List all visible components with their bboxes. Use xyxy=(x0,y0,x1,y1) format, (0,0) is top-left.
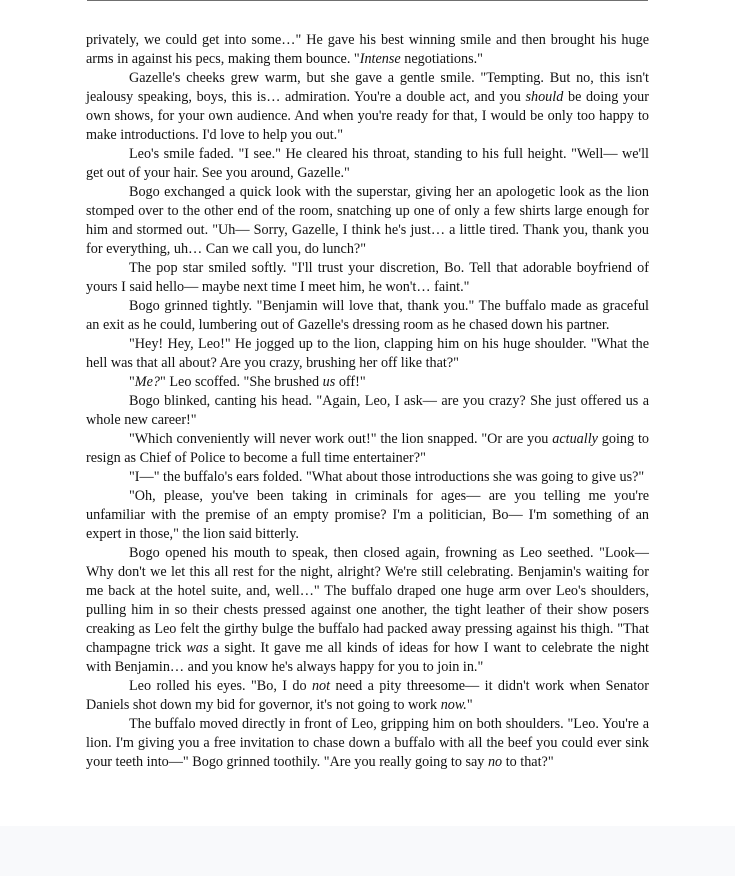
italic-text: actually xyxy=(552,431,598,447)
paragraph xyxy=(86,259,649,297)
paragraph xyxy=(86,392,649,430)
text-run: Bogo blinked, canting his head. "Again, Leo, I ask— are you crazy? She just offered us a whole new career!" xyxy=(86,393,649,428)
text-run: "Oh, please, you've been taking in criminals for ages— are you telling me you're unfamiliar with the premise of an empty promise? I'm a politician, Bo— I'm something of an expert in those," the lion said bitterly. xyxy=(86,488,649,542)
text-run: " xyxy=(129,374,135,390)
italic-text: now. xyxy=(440,697,467,713)
paragraph xyxy=(86,715,649,772)
paragraph xyxy=(86,335,649,373)
italic-text: should xyxy=(525,89,564,105)
text-run: Leo's smile faded. "I see." He cleared his throat, standing to his full height. "Well— we'll get out of your hair. See you around, Gazelle." xyxy=(86,146,649,181)
text-run: negotiations." xyxy=(400,51,483,67)
text-run: need a pity threesome— it didn't work when Senator Daniels shot down my bid for governor, it's not going to work xyxy=(86,678,649,713)
text-run: "Which conveniently will never work out!" the lion snapped. "Or are you xyxy=(129,431,553,447)
text-run: Bogo opened his mouth to speak, then closed again, frowning as Leo seethed. "Look— Why don't we let this all rest for the night, alright? We're still celebrating. Benjamin's waiting for me back at the hotel suite, and, well…" The buffalo draped one huge arm over Leo's shoulders, pulling him in so their chests pressed against one another, the tight leather of their show posers creaking as Leo felt the girthy bulge the buffalo had packed away pressing against his thigh. "That champagne trick xyxy=(86,545,649,656)
text-run: "Hey! Hey, Leo!" He jogged up to the lion, clapping him on his huge shoulder. "What the hell was that all about? Are you crazy, brushing her off like that?" xyxy=(86,336,649,371)
text-run: "I—" the buffalo's ears folded. "What about those introductions she was going to give us?" xyxy=(129,469,645,485)
text-run: to that?" xyxy=(502,754,554,770)
text-run: " xyxy=(466,697,473,713)
paragraph xyxy=(86,487,649,544)
italic-text: not xyxy=(311,678,331,694)
paragraph xyxy=(86,373,649,392)
text-run: Bogo grinned tightly. "Benjamin will love that, thank you." The buffalo made as graceful an exit as he could, lumbering out of Gazelle's dressing room as he chased down his partner. xyxy=(86,298,649,333)
italic-text: no xyxy=(487,754,503,770)
paragraph xyxy=(86,677,649,715)
text-run: be doing your own shows, for your own audience. And when you're ready for that, I would be only too happy to make introductions. I'd love to help you out." xyxy=(86,89,649,143)
text-run: Bogo exchanged a quick look with the superstar, giving her an apologetic look as the lion stomped over to the other end of the room, snatching up one of only a few shirts large enough for him and stormed out. "Uh— Sorry, Gazelle, I think he's just… a little tired. Thank you, thank you for everything, uh… Can we call you, do lunch?" xyxy=(86,184,649,257)
text-run: The buffalo moved directly in front of Leo, gripping him on both shoulders. "Leo. You're a lion. I'm giving you a free invitation to chase down a buffalo with all the beef you could ever sink your teeth into—" Bogo grinned toothily. "Are you really going to say xyxy=(86,716,649,770)
italic-text: Me? xyxy=(134,374,161,390)
text-run: The pop star smiled softly. "I'll trust your discretion, Bo. Tell that adorable boyfriend of yours I said hello— maybe next time I meet him, he won't… faint." xyxy=(86,260,649,295)
text-run: going to resign as Chief of Police to become a full time entertainer?" xyxy=(86,431,649,466)
paragraph xyxy=(86,69,649,145)
text-run: off!" xyxy=(335,374,366,390)
paragraph xyxy=(86,183,649,259)
paragraph xyxy=(86,297,649,335)
story-text xyxy=(86,31,649,772)
paragraph xyxy=(86,468,649,487)
text-run: " Leo scoffed. "She brushed xyxy=(160,374,323,390)
page-bottom-margin xyxy=(0,826,735,876)
italic-text: Intense xyxy=(359,51,401,67)
text-run: Gazelle's cheeks grew warm, but she gave a gentle smile. "Tempting. But no, this isn't jealousy speaking, boys, this is… admiration. You're a double act, and you xyxy=(86,70,649,105)
text-run: a sight. It gave me all kinds of ideas for how I want to celebrate the night with Benjamin… and you know he's always happy for you to join in." xyxy=(86,640,649,675)
paragraph xyxy=(86,430,649,468)
text-run: Leo rolled his eyes. "Bo, I do xyxy=(129,678,312,694)
text-run: privately, we could get into some…" He gave his best winning smile and then brought his huge arms in against his pecs, making them bounce. " xyxy=(86,32,649,67)
paragraph xyxy=(86,145,649,183)
top-divider xyxy=(87,0,648,1)
italic-text: was xyxy=(186,640,209,656)
italic-text: us xyxy=(322,374,336,390)
paragraph xyxy=(86,544,649,677)
paragraph xyxy=(86,31,649,69)
